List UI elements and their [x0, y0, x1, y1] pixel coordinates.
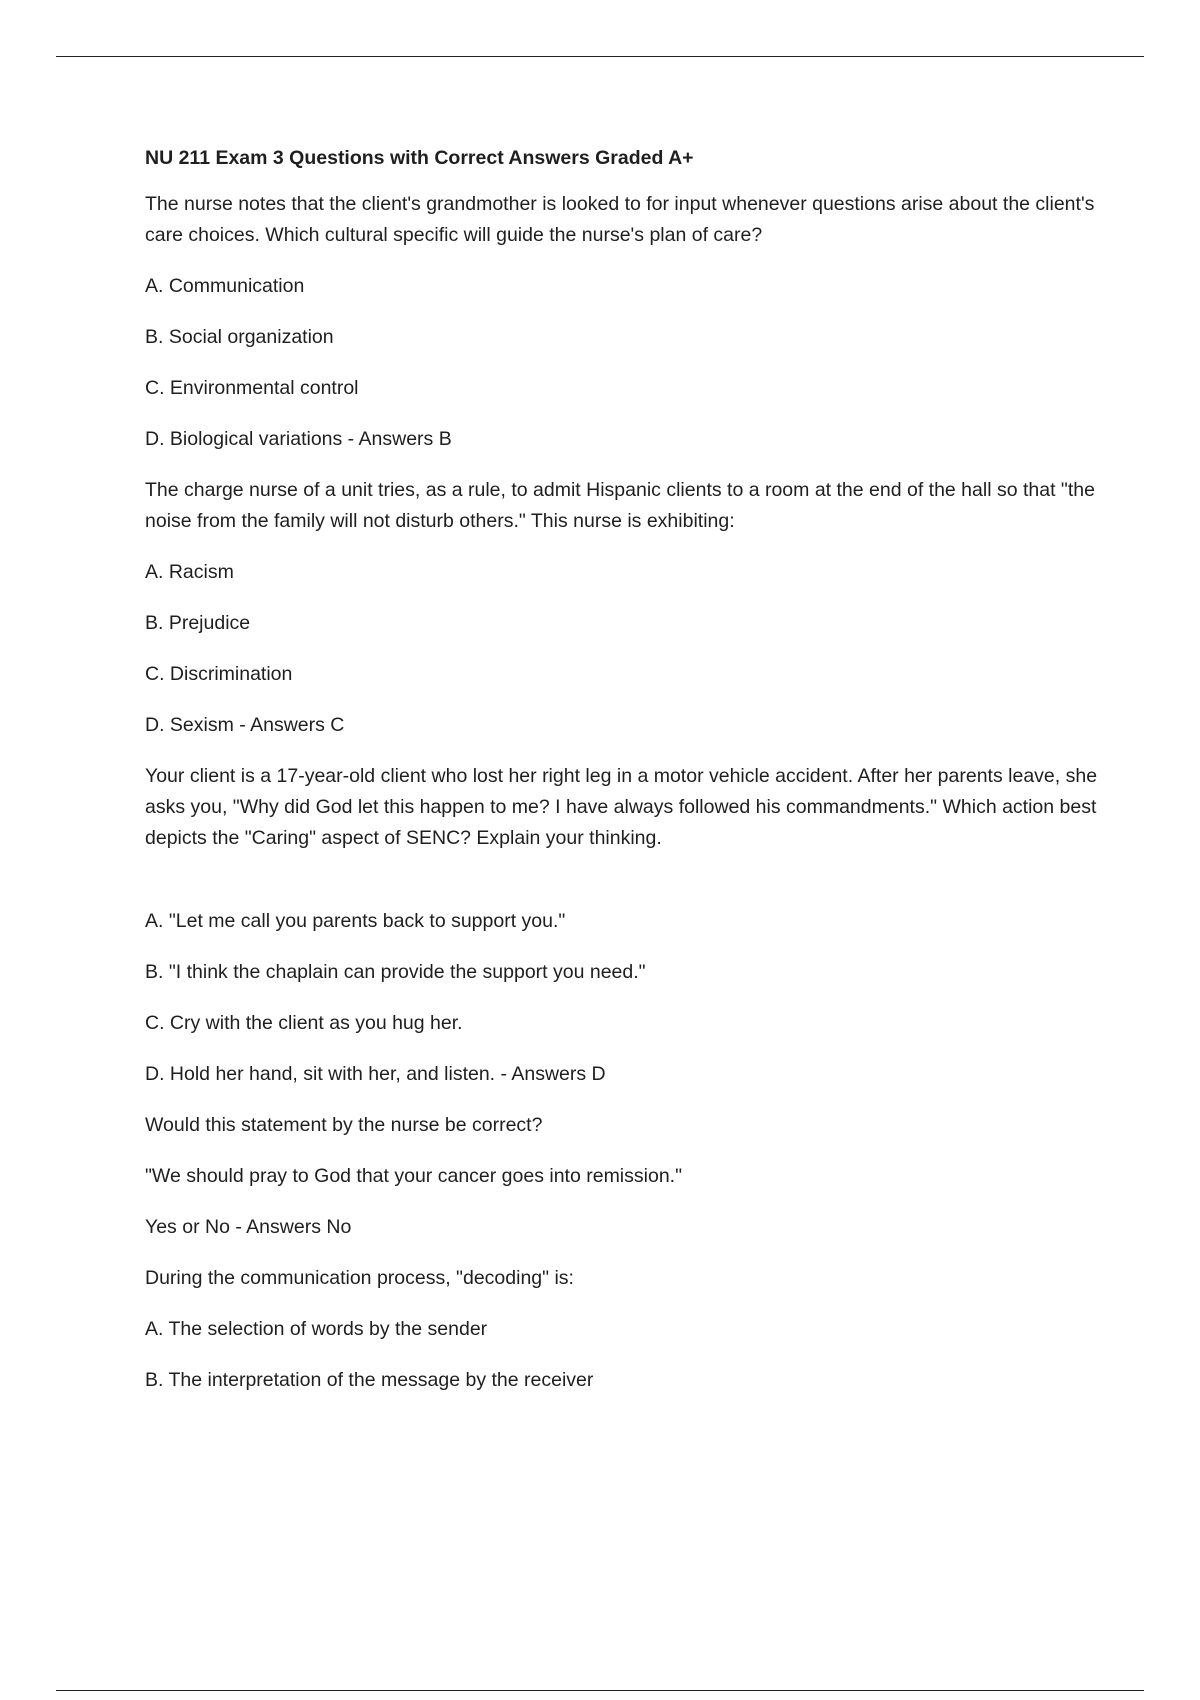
question-3-option-c: C. Cry with the client as you hug her. [145, 1012, 463, 1034]
question-5-stem: During the communication process, "decoding" is: [145, 1267, 574, 1289]
question-4-answer: Yes or No - Answers No [145, 1216, 352, 1238]
question-2-option-a: A. Racism [145, 561, 234, 583]
question-4-quote: "We should pray to God that your cancer goes into remission." [145, 1165, 683, 1187]
question-1-option-a: A. Communication [145, 275, 305, 297]
document-body [145, 144, 1105, 1416]
question-2-option-d: D. Sexism - Answers C [145, 714, 345, 736]
question-1-option-d: D. Biological variations - Answers B [145, 428, 452, 450]
question-3-option-d: D. Hold her hand, sit with her, and listen. - Answers D [145, 1063, 606, 1085]
question-2-option-c: C. Discrimination [145, 663, 293, 685]
document-title: NU 211 Exam 3 Questions with Correct Answers Graded A+ [145, 147, 694, 169]
question-3-option-a: A. "Let me call you parents back to support you." [145, 910, 566, 932]
question-3-option-b: B. "I think the chaplain can provide the support you need." [145, 961, 646, 983]
question-2-option-b: B. Prejudice [145, 612, 251, 634]
question-5-option-b: B. The interpretation of the message by the receiver [145, 1369, 594, 1391]
bottom-rule [56, 1690, 1144, 1691]
question-1-option-b: B. Social organization [145, 326, 334, 348]
question-1-option-c: C. Environmental control [145, 377, 359, 399]
question-5-option-a: A. The selection of words by the sender [145, 1318, 488, 1340]
question-4-stem: Would this statement by the nurse be correct? [145, 1114, 543, 1136]
question-3-stem: Your client is a 17-year-old client who lost her right leg in a motor vehicle accident. After her parents leave, she asks you, "Why did God let this happen to me? I have always followed his commandments." Which action best depicts the "Caring" aspect of SENC? Explain your thinking. [145, 765, 1098, 849]
top-rule [56, 56, 1144, 57]
question-2-stem: The charge nurse of a unit tries, as a rule, to admit Hispanic clients to a room at the end of the hall so that "the noise from the family will not disturb others." This nurse is exhibiting: [145, 479, 1095, 532]
question-1-stem: The nurse notes that the client's grandmother is looked to for input whenever questions arise about the client's care choices. Which cultural specific will guide the nurse's plan of care? [145, 193, 1095, 246]
